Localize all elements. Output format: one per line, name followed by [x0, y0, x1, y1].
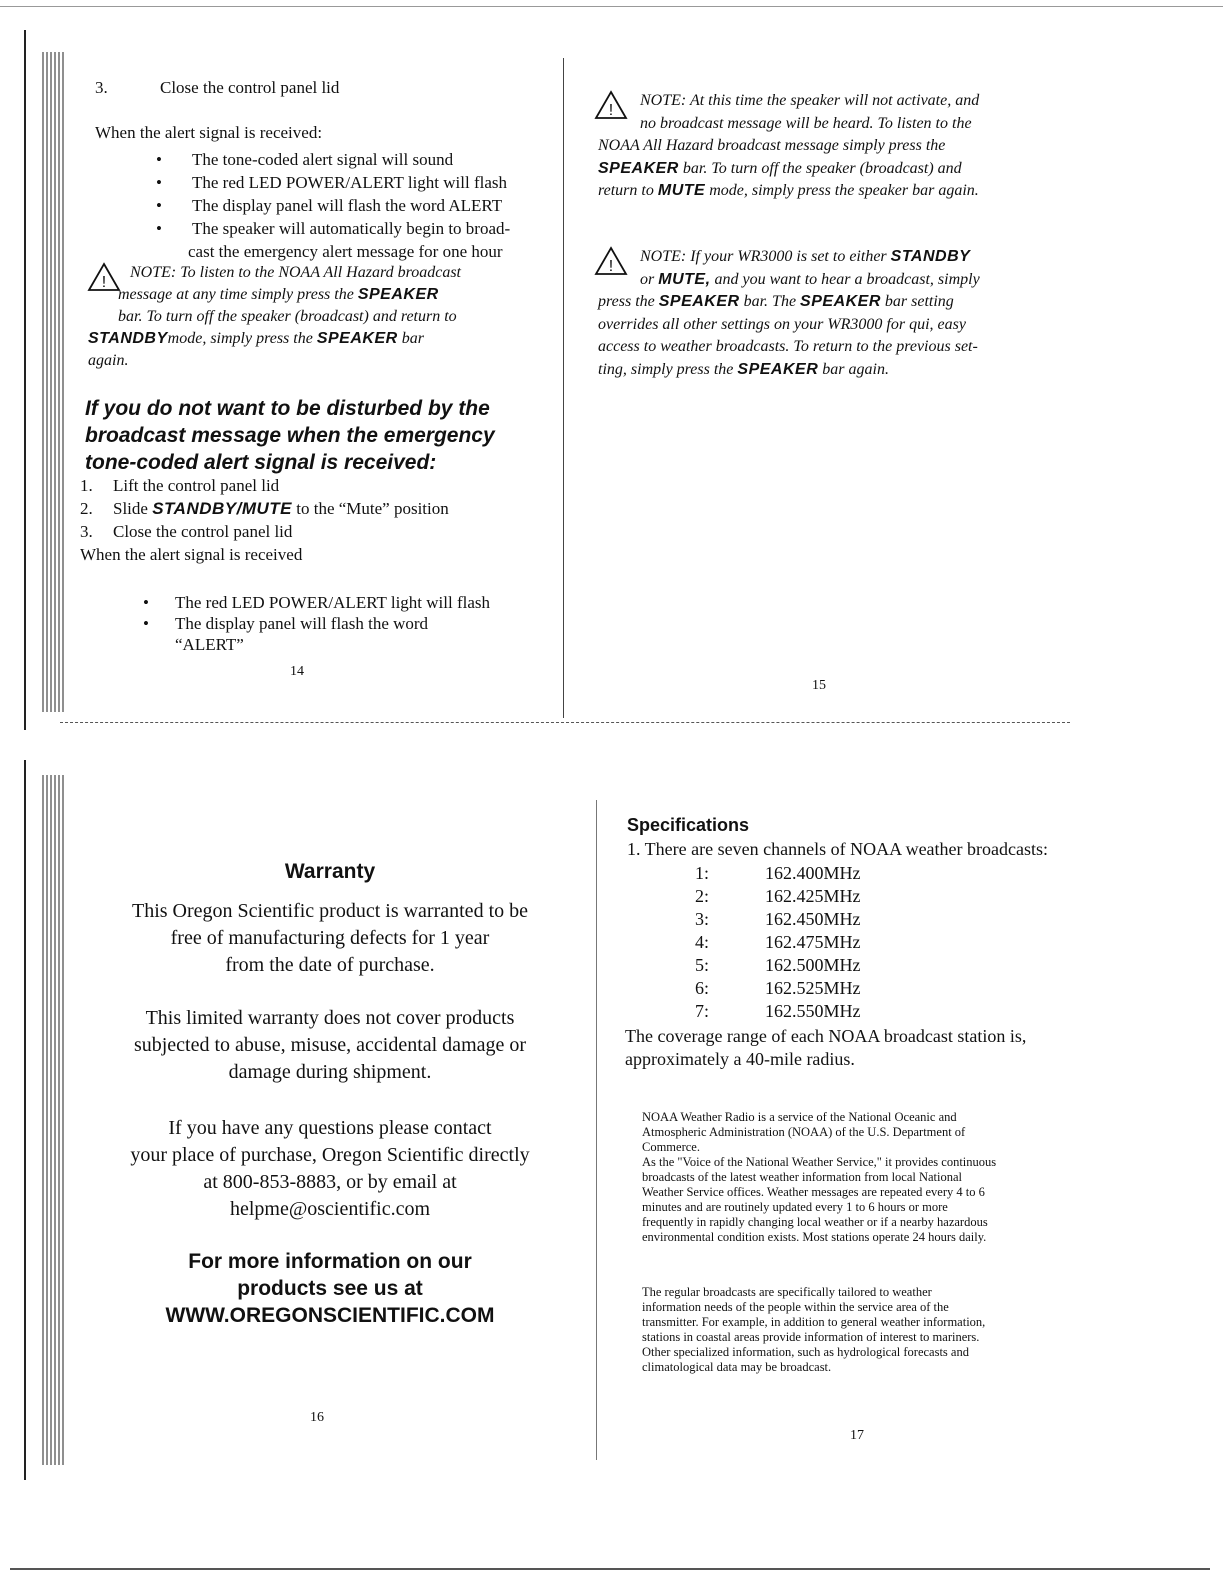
warranty-para-2: This limited warranty does not cover products subjected to abuse, misuse, accidental damage or damage during shipment. [133, 1007, 527, 1083]
warranty-contact: If you have any questions please contact your place of purchase, Oregon Scientific directly at 800-853-8883, or by email at helpme@oscientific.com [130, 1117, 530, 1220]
list-item: “ALERT” [175, 635, 244, 654]
center-divider-bottom [596, 800, 597, 1460]
binding-strip-bottom [42, 775, 66, 1465]
page-number: 17 [850, 1428, 864, 1443]
page-17 [620, 760, 1180, 1480]
list-item: • The speaker will automatically begin to broad- [156, 219, 511, 238]
svg-text:!: ! [101, 274, 107, 291]
specifications-title: Specifications [627, 815, 750, 835]
list-item: 5: 162.500MHz [695, 955, 861, 975]
noaa-description: NOAA Weather Radio is a service of the National Oceanic and Atmospheric Administration (NOAA) of the U.S. Department of Commerce. As the "Voice of the National Weather Service," it provides continuous broadcasts of the latest weather information from local National Weather Service offices. Weather messages are repeated every 4 to 6 minutes and are routinely updated every 1 to 6 hours or more frequently in rapidly changing local weather or if a nearby hazardous environmental condition exists. Most stations operate 24 hours daily. [642, 1110, 997, 1244]
list-item: • The red LED POWER/ALERT light will flash [156, 173, 508, 192]
steps-list: 1. Lift the control panel lid 2. Slide STANDBY/MUTE to the “Mute” position 3. Close the control panel lid When the alert signal is received [80, 476, 449, 564]
list-item: • The display panel will flash the word [143, 614, 429, 633]
list-item: 3. Close the control panel lid [80, 522, 293, 541]
list-item: 4: 162.475MHz [695, 932, 861, 952]
svg-text:!: ! [608, 258, 614, 275]
section-heading: If you do not want to be disturbed by the broadcast message when the emergency tone-coded alert signal is received: [85, 397, 495, 474]
list-item: 1: 162.400MHz [695, 863, 861, 883]
list-item: 1. Lift the control panel lid [80, 476, 280, 495]
note-speaker: NOTE: To listen to the NOAA All Hazard broadcast message at any time simply press the SPEAKER bar. To turn off the speaker (broadcast) and return to STANDBYmode, simply press the SPEAKER bar again. [88, 264, 461, 369]
warranty-para-1: This Oregon Scientific product is warranted to be free of manufacturing defects for 1 year from the date of purchase. [132, 900, 528, 976]
svg-text:!: ! [608, 102, 614, 119]
list-item: cast the emergency alert message for one hour [188, 242, 503, 261]
list-item: • The tone-coded alert signal will sound [156, 150, 454, 169]
broadcast-description: The regular broadcasts are specifically tailored to weather information needs of the people within the service area of the transmitter. For example, in addition to general weather information, stations in coastal areas provide information of interest to mariners. Other specialized information, such as hydrological forecasts and climatological data may be broadcast. [642, 1285, 986, 1374]
alert-intro: When the alert signal is received: [95, 123, 323, 142]
warranty-title: Warranty [284, 860, 376, 883]
note-speaker-override: NOTE: If your WR3000 is set to either STANDBY or MUTE, and you want to hear a broadcast, simply press the SPEAKER bar. The SPEAKER bar setting overrides all other settings on your WR3000 for qui, easy access to weather broadcasts. To return to the previous set- ting, simply press the SPEAKER bar again. [598, 248, 980, 378]
coverage-text: The coverage range of each NOAA broadcast station is, approximately a 40-mile radius. [625, 1026, 1027, 1069]
channel-list [695, 862, 861, 1023]
list-item: 7: 162.550MHz [695, 1001, 861, 1021]
step-text: Close the control panel lid [160, 78, 340, 97]
horizontal-fold [60, 722, 1070, 724]
bottom-edge-line [10, 1568, 1210, 1570]
list-item: • The red LED POWER/ALERT light will flash [143, 593, 491, 612]
page-15 [0, 0, 1223, 720]
list-item: 2: 162.425MHz [695, 886, 861, 906]
page-number: 15 [812, 678, 826, 693]
step-number: 3. [95, 78, 108, 97]
note-mute-mode: NOTE: At this time the speaker will not activate, and no broadcast message will be heard. To listen to the NOAA All Hazard broadcast message simply press the SPEAKER bar. To turn off the speaker (broadcast) and return to MUTE mode, simply press the speaker bar again. [598, 92, 980, 199]
page-number: 14 [290, 664, 304, 679]
more-info: For more information on our products see us at WWW.OREGONSCIENTIFIC.COM [165, 1250, 495, 1327]
list-item: • The display panel will flash the word ALERT [156, 196, 503, 215]
list-item: 6: 162.525MHz [695, 978, 861, 998]
page-number: 16 [310, 1410, 324, 1425]
list-item: 3: 162.450MHz [695, 909, 861, 929]
list-item: 2. Slide STANDBY/MUTE to the “Mute” position [80, 499, 449, 518]
binding-edge-bottom [24, 760, 26, 1480]
channels-intro: 1. There are seven channels of NOAA weather broadcasts: [627, 839, 1049, 859]
page-16 [70, 760, 590, 1480]
